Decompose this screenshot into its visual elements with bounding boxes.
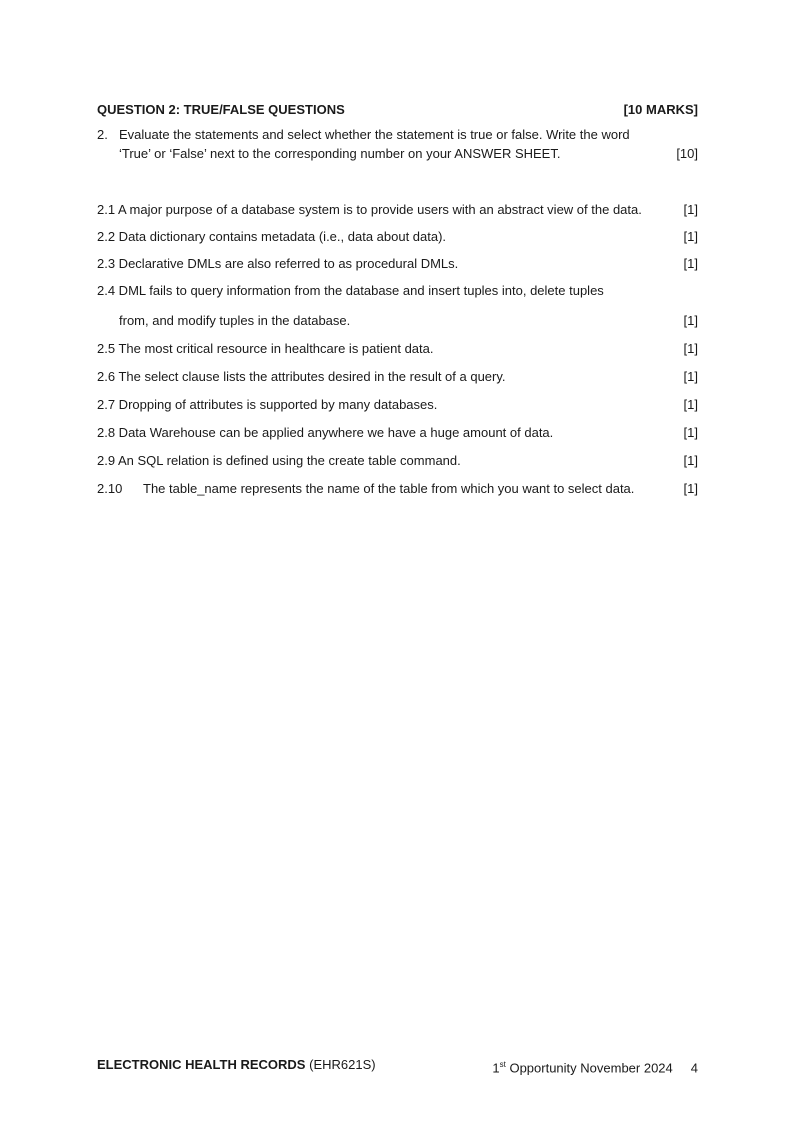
statement-marks: [1] (683, 229, 698, 244)
ordinal-suffix: st (499, 1060, 506, 1069)
statement-number: 2.10 (97, 481, 123, 496)
statement-text: 2.9 An SQL relation is defined using the create table command. (97, 453, 461, 468)
statement-text: 2.3 Declarative DMLs are also referred to as procedural DMLs. (97, 256, 459, 271)
statement-text: 2.2 Data dictionary contains metadata (i.e., data about data). (97, 229, 447, 244)
page-number: 4 (690, 1060, 698, 1076)
statement-text: 2.6 The select clause lists the attributes desired in the result of a query. (97, 369, 506, 384)
statement-2-6 (97, 369, 698, 385)
statement-2-3 (97, 256, 698, 272)
statement-text: 2.1 A major purpose of a database system is to provide users with an abstract view of the data. (97, 202, 642, 217)
statement-2-9 (97, 453, 698, 469)
instruction-line-1 (97, 127, 698, 143)
course-code: (EHR621S) (309, 1057, 376, 1072)
statement-text: 2.7 Dropping of attributes is supported by many databases. (97, 397, 438, 412)
instruction-line-2 (119, 146, 698, 162)
statement-text: 2.4 DML fails to query information from the database and insert tuples into, delete tuples (97, 283, 604, 298)
statement-marks: [1] (683, 202, 698, 217)
statement-2-7 (97, 397, 698, 413)
statement-text: The table_name represents the name of the table from which you want to select data. (143, 481, 635, 496)
course-name: ELECTRONIC HEALTH RECORDS (97, 1057, 306, 1072)
statement-marks: [1] (683, 453, 698, 468)
instruction-text-1: Evaluate the statements and select whether the statement is true or false. Write the word (119, 127, 630, 142)
statement-marks: [1] (683, 425, 698, 440)
statement-marks: [1] (683, 397, 698, 412)
question-title: QUESTION 2: TRUE/FALSE QUESTIONS (97, 102, 345, 117)
statement-text-cont: from, and modify tuples in the database. (119, 313, 351, 328)
statement-text: 2.8 Data Warehouse can be applied anywhere we have a huge amount of data. (97, 425, 554, 440)
statement-marks: [1] (683, 256, 698, 271)
statement-2-2 (97, 229, 698, 245)
statement-marks: [1] (683, 313, 698, 328)
question-header (97, 102, 698, 118)
statement-marks: [1] (683, 481, 698, 496)
statement-2-4-cont (119, 313, 698, 329)
statement-marks: [1] (683, 341, 698, 356)
instruction-text-2: ‘True’ or ‘False’ next to the corresponding number on your ANSWER SHEET. (119, 146, 561, 161)
opportunity-ordinal: 1 (492, 1060, 500, 1076)
statement-2-8 (97, 425, 698, 441)
statement-2-4 (97, 283, 698, 299)
exam-session: Opportunity November 2024 (509, 1060, 673, 1076)
statement-2-10 (97, 481, 698, 497)
statement-text: 2.5 The most critical resource in healthcare is patient data. (97, 341, 434, 356)
statement-marks: [1] (683, 369, 698, 384)
page-footer (97, 1057, 698, 1076)
statement-2-5 (97, 341, 698, 357)
question-marks: [10 MARKS] (623, 102, 698, 117)
instruction-marks: [10] (676, 146, 698, 161)
instruction-number: 2. (97, 127, 108, 142)
statement-2-1 (97, 202, 698, 218)
